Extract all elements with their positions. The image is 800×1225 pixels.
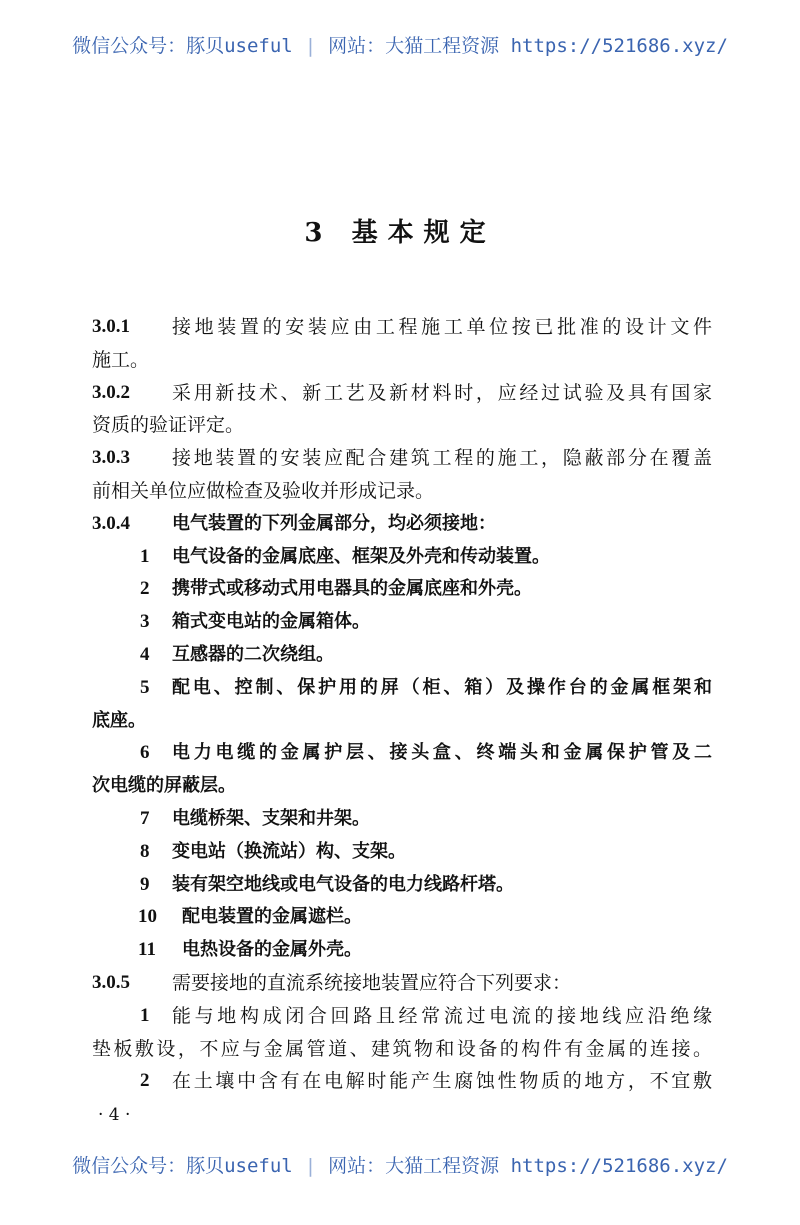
line-text: 装有架空地线或电气设备的电力线路杆塔。 xyxy=(172,873,514,895)
line-text: 电热设备的金属外壳。 xyxy=(182,939,362,961)
watermark-header xyxy=(0,31,800,58)
watermark-divider: | xyxy=(304,1155,317,1177)
continuation-line xyxy=(92,1033,712,1066)
item-number: 9 xyxy=(140,873,150,895)
continuation-line xyxy=(92,475,712,508)
line-text: 资质的验证评定。 xyxy=(92,414,245,437)
list-item xyxy=(92,737,712,770)
list-item xyxy=(92,573,712,606)
line-text: 电缆桥架、支架和井架。 xyxy=(172,807,370,829)
line-text: 采用新技术、新工艺及新材料时，应经过试验及具有国家 xyxy=(172,381,712,404)
item-number: 8 xyxy=(140,840,150,862)
item-number: 1 xyxy=(140,1004,150,1026)
line-text: 接地装置的安装应由工程施工单位按已批准的设计文件 xyxy=(172,316,712,338)
list-item xyxy=(92,639,712,672)
list-item xyxy=(92,1065,712,1098)
list-item xyxy=(92,672,712,705)
clause-line xyxy=(92,442,712,475)
watermark-right: 网站：大猫工程资源 https://521686.xyz/ xyxy=(328,35,728,57)
item-number: 2 xyxy=(140,578,150,600)
line-text: 接地装置的安装应配合建筑工程的施工，隐蔽部分在覆盖 xyxy=(172,447,712,470)
watermark-left: 微信公众号：豚贝useful xyxy=(72,1155,293,1177)
clause-number: 3.0.3 xyxy=(92,447,130,469)
list-item xyxy=(92,901,712,934)
list-item xyxy=(92,541,712,574)
line-text: 次电缆的屏蔽层。 xyxy=(92,775,236,797)
item-number: 10 xyxy=(138,906,157,928)
item-number: 11 xyxy=(138,939,156,961)
item-number: 4 xyxy=(140,643,150,665)
watermark-footer xyxy=(0,1151,800,1178)
line-text: 前相关单位应做检查及验收并形成记录。 xyxy=(92,479,435,502)
list-item xyxy=(92,869,712,902)
continuation-line xyxy=(92,409,712,442)
clause-number: 3.0.1 xyxy=(92,316,130,337)
clause-number: 3.0.4 xyxy=(92,512,130,534)
section-title: 3 基本规定 xyxy=(304,218,496,248)
line-text: 配电、控制、保护用的屏（柜、箱）及操作台的金属框架和 xyxy=(172,676,712,698)
line-text: 施工。 xyxy=(92,348,150,371)
clause-number: 3.0.5 xyxy=(92,971,130,993)
continuation-line xyxy=(92,705,712,738)
item-number: 5 xyxy=(140,676,150,698)
line-text: 电气装置的下列金属部分，均必须接地： xyxy=(172,512,496,534)
line-text: 需要接地的直流系统接地装置应符合下列要求： xyxy=(172,971,572,994)
continuation-line xyxy=(92,344,712,377)
clause-number: 3.0.2 xyxy=(92,381,130,403)
clause-line xyxy=(92,377,712,410)
item-number: 6 xyxy=(140,742,150,764)
clause-line xyxy=(92,508,712,541)
line-text: 携带式或移动式用电器具的金属底座和外壳。 xyxy=(172,578,532,600)
continuation-line xyxy=(92,770,712,803)
line-text: 底座。 xyxy=(92,709,146,731)
clause-line xyxy=(92,967,712,1000)
line-text: 垫板敷设，不应与金属管道、建筑物和设备的构件有金属的连接。 xyxy=(92,1037,712,1060)
line-text: 电气设备的金属底座、框架及外壳和传动装置。 xyxy=(172,545,550,567)
line-text: 电力电缆的金属护层、接头盒、终端头和金属保护管及二 xyxy=(172,742,712,764)
section-body xyxy=(92,311,712,1098)
item-number: 1 xyxy=(140,545,150,567)
watermark-left: 微信公众号：豚贝useful xyxy=(72,35,293,57)
list-item xyxy=(92,606,712,639)
list-item xyxy=(92,934,712,967)
watermark-right: 网站：大猫工程资源 https://521686.xyz/ xyxy=(328,1155,728,1177)
line-text: 配电装置的金属遮栏。 xyxy=(182,906,362,928)
item-number: 7 xyxy=(140,807,150,829)
watermark-divider: | xyxy=(304,35,317,57)
line-text: 箱式变电站的金属箱体。 xyxy=(172,611,370,633)
line-text: 能与地构成闭合回路且经常流过电流的接地线应沿绝缘 xyxy=(172,1004,712,1027)
line-text: 互感器的二次绕组。 xyxy=(172,643,334,665)
line-text: 变电站（换流站）构、支架。 xyxy=(172,840,406,862)
clause-line xyxy=(92,311,712,344)
list-item xyxy=(92,803,712,836)
item-number: 3 xyxy=(140,611,150,633)
page-number: · 4 · xyxy=(98,1105,131,1125)
list-item xyxy=(92,836,712,869)
line-text: 在土壤中含有在电解时能产生腐蚀性物质的地方，不宜敷 xyxy=(172,1070,712,1093)
item-number: 2 xyxy=(140,1070,150,1092)
list-item xyxy=(92,1000,712,1033)
